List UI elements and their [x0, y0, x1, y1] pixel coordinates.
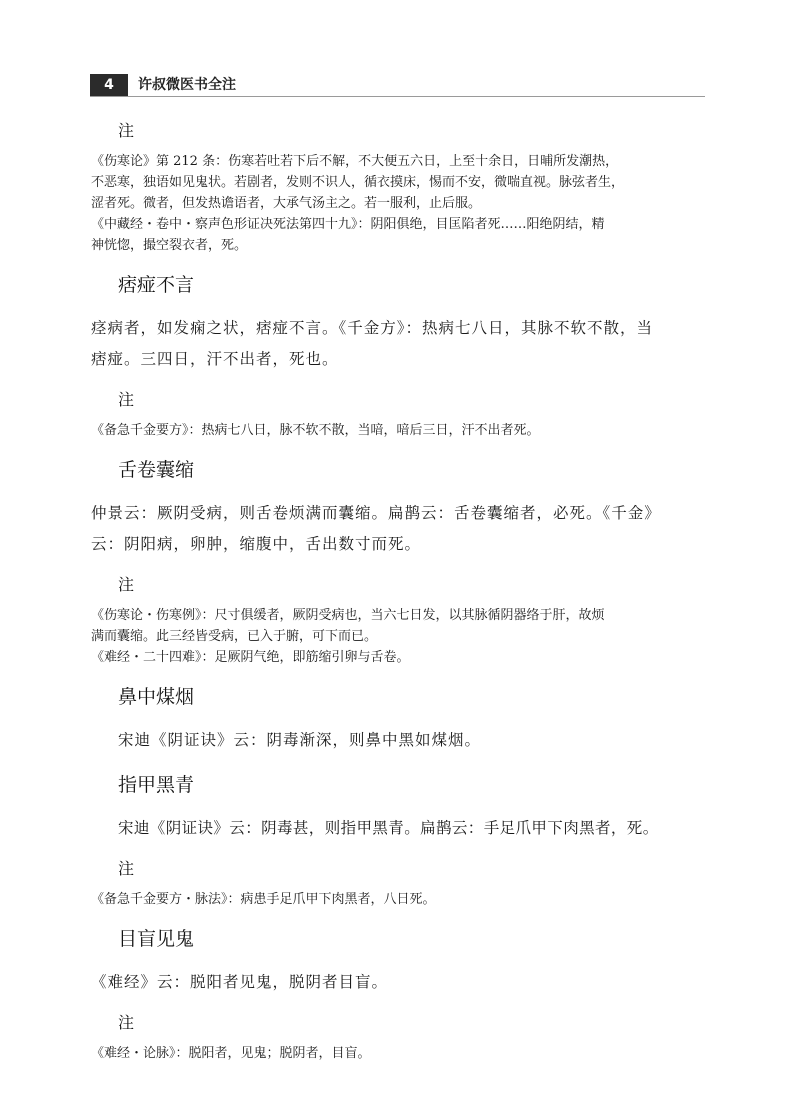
section-title: 鼻中煤烟: [118, 686, 195, 708]
body-block: [91, 313, 714, 375]
section-title: 目盲见鬼: [118, 928, 195, 950]
note-line: 《伤寒论・伤寒例》：尺寸俱缓者，厥阴受病也，当六七日发，以其脉循阴器络于肝，故烦: [91, 608, 605, 623]
body-line: 痞痖。三四日，汗不出者，死也。: [91, 350, 339, 368]
note-line: 《难经・论脉》：脱阳者，见鬼；脱阴者，目盲。: [91, 1046, 371, 1061]
body-line: 云：阴阳病，卵肿，缩腹中，舌出数寸而死。: [91, 535, 422, 553]
section-title: 指甲黑青: [118, 774, 195, 796]
section-title: 舌卷囊缩: [118, 459, 195, 481]
note-line: 《难经・二十四难》：足厥阴气绝，即筋缩引卵与舌卷。: [91, 650, 410, 665]
body-block: [118, 813, 714, 844]
note-line: 神恍惚，撮空裂衣者，死。: [91, 238, 248, 253]
note-label: 注: [118, 1013, 135, 1032]
body-line: 痉病者，如发痫之状，痞痖不言。《千金方》：热病七八日，其脉不软不散，当: [91, 319, 654, 337]
body-line: 宋迪《阴证诀》云：阴毒渐深，则鼻中黑如煤烟。: [118, 731, 482, 749]
note-block: [91, 1043, 714, 1064]
note-label: 注: [118, 575, 135, 594]
note-block: [91, 889, 714, 910]
page-number: 4: [90, 74, 128, 96]
note-line: 《备急千金要方・脉法》：病患手足爪甲下肉黑者，八日死。: [91, 892, 436, 907]
body-block: [91, 498, 714, 560]
section-title: 痞痖不言: [118, 274, 195, 296]
note-line: 满而囊缩。此三经皆受病，已入于腑，可下而已。: [91, 629, 378, 644]
page-content: [91, 118, 714, 1064]
note-label: 注: [118, 859, 135, 878]
note-label: 注: [118, 390, 135, 409]
note-line: 不恶寒，独语如见鬼状。若剧者，发则不识人，循衣摸床，惕而不安，微喘直视。脉弦者生，: [91, 175, 625, 190]
running-title: 许叔微医书全注: [138, 77, 236, 93]
note-block: [91, 420, 714, 441]
note-line: 《中藏经・卷中・察声色形证决死法第四十九》：阴阳俱绝，目匡陷者死……阳绝阴结，精: [91, 217, 605, 232]
note-block: [91, 605, 714, 668]
running-header: [90, 74, 705, 97]
note-line: 《备急千金要方》：热病七八日，脉不软不散，当喑，喑后三日，汗不出者死。: [91, 423, 540, 438]
note-line: 涩者死。微者，但发热谵语者，大承气汤主之。若一服利，止后服。: [91, 196, 482, 211]
body-line: 宋迪《阴证诀》云：阴毒甚，则指甲黑青。扁鹊云：手足爪甲下肉黑者，死。: [118, 819, 659, 837]
body-line: 仲景云：厥阴受病，则舌卷烦满而囊缩。扁鹊云：舌卷囊缩者，必死。《千金》: [91, 504, 661, 522]
note-block: [91, 151, 714, 256]
body-block: [118, 725, 714, 756]
body-block: [91, 967, 714, 998]
body-line: 《难经》云：脱阳者见鬼，脱阴者目盲。: [91, 973, 389, 991]
note-line: 《伤寒论》第 212 条：伤寒若吐若下后不解，不大便五六日，上至十余日，日晡所发潮热，: [91, 154, 619, 169]
note-label: 注: [118, 121, 135, 140]
